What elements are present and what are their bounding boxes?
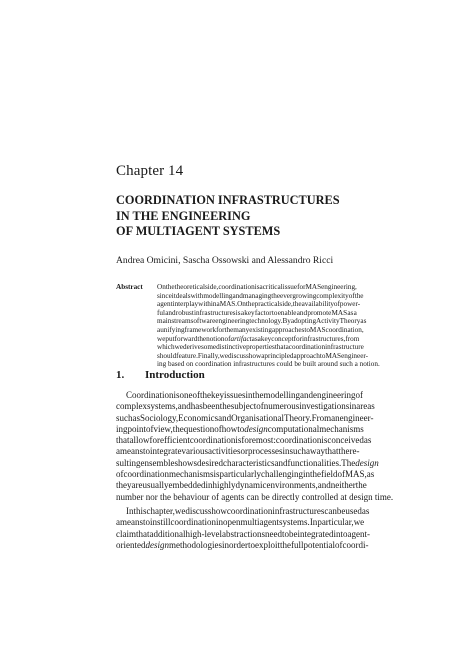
chapter-title-line: OF MULTIAGENT SYSTEMS <box>116 224 281 238</box>
text-line: mainstream software engineering technology. By adopting Activity Theory as <box>157 317 367 326</box>
chapter-title-line: COORDINATION INFRASTRUCTURES <box>116 193 340 207</box>
text-line: we put forward the notion of artifact as a key concept for infrastructures, from <box>157 334 360 343</box>
text-line: complex systems, and has been the subject of numerous investigations in areas <box>116 401 375 412</box>
chapter-label: Chapter 14 <box>116 163 184 179</box>
text-line: such as Sociology, Economics and Organisational Theory. From an engineer- <box>116 412 374 423</box>
text-line: number nor the behaviour of agents can be directly controlled at design time. <box>116 491 394 502</box>
text-line: a unifying framework for the many existing approaches to MAS coordination, <box>157 325 364 334</box>
text-line: should feature. Finally, we discuss how a principled approach to MAS engineer- <box>157 351 369 360</box>
text-line: they are usually embedded in highly dynamic environments, and neither the <box>116 480 367 491</box>
chapter-title-line: IN THE ENGINEERING <box>116 208 251 223</box>
text-line: since it deals with modelling and managing the ever growing complexity of the <box>157 291 364 300</box>
authors: Andrea Omicini, Sascha Ossowski and Alessandro Ricci <box>116 255 334 266</box>
text-line: On the theoretical side, coordination is a critical issue for MAS engineering, <box>157 283 357 291</box>
text-line: that allow for efficient coordination is foremost: coordination is conceived as <box>116 435 372 446</box>
text-line: oriented design methodologies in order to exploit the full potential of coordi- <box>116 539 369 550</box>
section-title: Introduction <box>145 369 205 381</box>
text-line: ing based on coordination infrastructures could be built around such a notion. <box>157 360 380 369</box>
text-line: claim that additional high-level abstractions need to be integrated into agent- <box>116 528 371 539</box>
abstract-body <box>157 283 380 369</box>
text-line: In this chapter, we discuss how coordination infrastructures can be used as <box>126 505 370 516</box>
text-line: ing point of view, the question of how to design computational mechanisms <box>116 423 364 434</box>
text-line: ful and robust infrastructures is a key factor to enable and promote MAS as a <box>157 308 357 317</box>
text-line: Coordination is one of the key issues in the modelling and engineering of <box>126 390 364 400</box>
section-number: 1. <box>116 369 125 381</box>
text-line: a means to integrate various activities or processes in such a way that the re- <box>116 446 360 457</box>
text-line: which we derive some distinctive properties that a coordination infrastructure <box>157 343 364 352</box>
section-body <box>116 390 394 551</box>
text-line: agent interplay within a MAS. On the practical side, the availability of power- <box>157 300 361 309</box>
text-line: sulting ensemble shows desired characteristics and functionalities. The design <box>116 457 379 468</box>
text-line: a means to instill coordination in open multiagent systems. In particular, we <box>116 517 365 528</box>
text-line: of coordination mechanisms is particularly challenging in the field of MAS, as <box>116 469 375 480</box>
chapter-title <box>116 193 340 240</box>
abstract-label: Abstract <box>116 283 143 291</box>
